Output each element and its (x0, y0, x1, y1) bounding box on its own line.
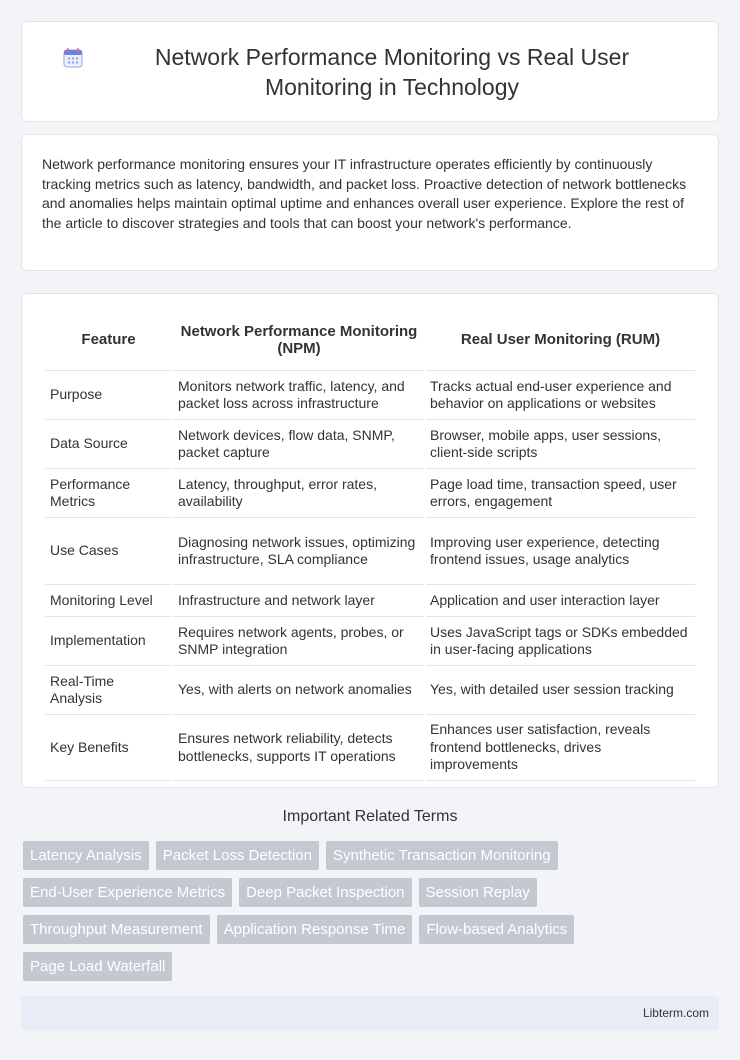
table-row (45, 518, 695, 585)
table-row (45, 585, 695, 617)
table-row (45, 617, 695, 666)
intro-paragraph: Network performance monitoring ensures your IT infrastructure operates efficiently by continuously tracking metrics such as latency, bandwidth, and packet loss. Proactive detection of network bottlenecks and anomalies helps maintain optimal uptime and enhances overall user experience. Explore the rest of the article to discover strategies and tools that can boost your network's performance. (42, 156, 687, 231)
page-title: Network Performance Monitoring vs Real User Monitoring in Technology (154, 43, 630, 100)
related-term-tag[interactable]: Application Response Time (217, 915, 413, 944)
header-npm: Network Performance Monitoring (NPM) (174, 309, 424, 371)
related-term-tag[interactable]: Packet Loss Detection (156, 841, 319, 870)
npm-cell: Infrastructure and network layer (174, 585, 424, 617)
table-row (45, 715, 695, 781)
table-row (45, 469, 695, 518)
npm-cell: Latency, throughput, error rates, availability (174, 469, 424, 518)
table-row (45, 371, 695, 420)
footer-site-link[interactable]: Libterm.com (642, 1006, 709, 1020)
related-term-tag[interactable]: Deep Packet Inspection (239, 878, 411, 907)
intro-card (21, 134, 719, 271)
title-wrap (22, 42, 718, 102)
title-card (21, 21, 719, 122)
npm-cell: Ensures network reliability, detects bottlenecks, supports IT operations (174, 715, 424, 781)
table-row (45, 420, 695, 469)
related-terms-heading: Important Related Terms (282, 808, 458, 825)
feature-cell: Use Cases (45, 518, 172, 585)
feature-cell: Key Benefits (45, 715, 172, 781)
rum-cell: Page load time, transaction speed, user errors, engagement (426, 469, 695, 518)
feature-cell: Monitoring Level (45, 585, 172, 617)
feature-cell: Data Source (45, 420, 172, 469)
related-terms-tags (23, 841, 723, 981)
feature-cell: Performance Metrics (45, 469, 172, 518)
table-row (45, 666, 695, 715)
table-header-row (45, 309, 695, 371)
related-term-tag[interactable]: Flow-based Analytics (419, 915, 574, 944)
related-term-tag[interactable]: Page Load Waterfall (23, 952, 172, 981)
npm-cell: Yes, with alerts on network anomalies (174, 666, 424, 715)
related-term-tag[interactable]: Synthetic Transaction Monitoring (326, 841, 558, 870)
footer (21, 996, 719, 1030)
rum-cell: Improving user experience, detecting frontend issues, usage analytics (426, 518, 695, 585)
npm-cell: Monitors network traffic, latency, and packet loss across infrastructure (174, 371, 424, 420)
npm-cell: Network devices, flow data, SNMP, packet capture (174, 420, 424, 469)
header-feature: Feature (45, 309, 172, 371)
feature-cell: Implementation (45, 617, 172, 666)
comparison-table (43, 309, 697, 781)
related-term-tag[interactable]: Throughput Measurement (23, 915, 210, 944)
header-rum: Real User Monitoring (RUM) (426, 309, 695, 371)
npm-cell: Requires network agents, probes, or SNMP integration (174, 617, 424, 666)
related-term-tag[interactable]: Latency Analysis (23, 841, 149, 870)
rum-cell: Enhances user satisfaction, reveals frontend bottlenecks, drives improvements (426, 715, 695, 781)
rum-cell: Yes, with detailed user session tracking (426, 666, 695, 715)
rum-cell: Application and user interaction layer (426, 585, 695, 617)
comparison-table-card (21, 293, 719, 788)
feature-cell: Purpose (45, 371, 172, 420)
rum-cell: Browser, mobile apps, user sessions, client-side scripts (426, 420, 695, 469)
calendar-icon (62, 47, 84, 69)
npm-cell: Diagnosing network issues, optimizing infrastructure, SLA compliance (174, 518, 424, 585)
feature-cell: Real-Time Analysis (45, 666, 172, 715)
related-term-tag[interactable]: End-User Experience Metrics (23, 878, 232, 907)
rum-cell: Tracks actual end-user experience and behavior on applications or websites (426, 371, 695, 420)
related-term-tag[interactable]: Session Replay (419, 878, 537, 907)
rum-cell: Uses JavaScript tags or SDKs embedded in user-facing applications (426, 617, 695, 666)
